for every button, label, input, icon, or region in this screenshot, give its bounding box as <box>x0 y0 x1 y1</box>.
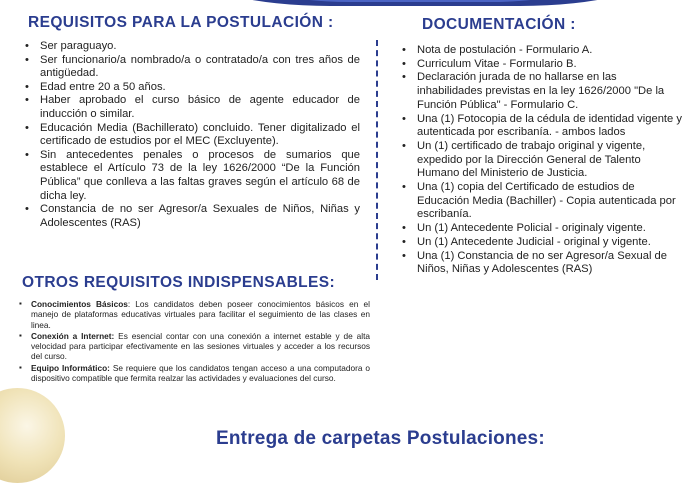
item-label: Conexión a Internet: <box>31 330 115 341</box>
list-item: • Un (1) Antecedente Judicial - original y vigente. <box>400 236 682 250</box>
list-item: • Declaración jurada de no hallarse en las inhabilidades previstas en la ley 1626/2000 "De la Función Pública" - Formulario C. <box>400 71 682 112</box>
item-label: Conocimientos Básicos <box>31 299 128 309</box>
column-divider <box>376 40 378 280</box>
list-item: • Un (1) Antecedente Policial - originaly vigente. <box>400 222 682 236</box>
requisitos-heading: REQUISITOS PARA LA POSTULACIÓN : <box>28 14 334 31</box>
list-item: • Ser funcionario/a nombrado/a o contratado/a con tres años de antigüedad. <box>22 54 360 81</box>
item-label: Equipo Informático: <box>31 362 110 373</box>
otros-requisitos-list <box>18 299 370 384</box>
list-item <box>18 331 370 362</box>
list-item: • Una (1) Constancia de no ser Agresor/a Sexual de Niños, Niñas y Adolescentes (RAS) <box>400 250 682 277</box>
list-item: • Constancia de no ser Agresor/a Sexuales de Niños, Niñas y Adolescentes (RAS) <box>22 203 360 230</box>
item-text: Se requiere que los candidatos tengan acceso a una computadora o dispositivo compatible que fermita realzar las actividades y evaluaciones del curso. <box>31 362 370 384</box>
entrega-carpetas-heading: Entrega de carpetas Postulaciones: <box>216 428 545 449</box>
otros-requisitos-heading: OTROS REQUISITOS INDISPENSABLES: <box>22 274 336 291</box>
list-item: • Edad entre 20 a 50 años. <box>22 81 360 95</box>
item-text: Es esencial contar con una conexión a internet estable y de alta velocidad para participar efectivamente en las sesiones virtuales y acceder a los recursos del curso. <box>31 330 370 362</box>
list-item <box>18 299 370 330</box>
list-item: • Ser paraguayo. <box>22 40 360 54</box>
list-item: • Sin antecedentes penales o procesos de sumarios que establece el Artículo 73 de la ley 1626/2000 “De la Función Pública” que conlleva a las faltas graves según el artículo 68 de dicha ley. <box>22 149 360 203</box>
documentacion-list <box>400 44 682 277</box>
corner-decoration <box>0 388 65 483</box>
list-item: • Una (1) Fotocopia de la cédula de identidad vigente y autenticada por escribanía. - ambos lados <box>400 113 682 140</box>
list-item: • Haber aprobado el curso básico de agente educador de inducción o similar. <box>22 94 360 121</box>
documentacion-heading: DOCUMENTACIÓN : <box>422 16 576 33</box>
list-item: • Curriculum Vitae - Formulario B. <box>400 58 682 72</box>
list-item <box>18 363 370 384</box>
list-item: • Nota de postulación - Formulario A. <box>400 44 682 58</box>
list-item: • Educación Media (Bachillerato) concluido. Tener digitalizado el certificado de estudios por el MEC (Excluyente). <box>22 122 360 149</box>
list-item: • Una (1) copia del Certificado de estudios de Educación Media (Bachiller) - Copia autenticada por escribanía. <box>400 181 682 222</box>
list-item: • Un (1) certificado de trabajo original y vigente, expedido por la Dirección General de Talento Humano del Ministerio de Justicia. <box>400 140 682 181</box>
requisitos-list <box>22 40 360 230</box>
item-text: : Los candidatos deben poseer conocimientos básicos en el manejo de plataformas educativas virtuales para facilitar el seguimiento de las clases en linea. <box>31 299 370 330</box>
